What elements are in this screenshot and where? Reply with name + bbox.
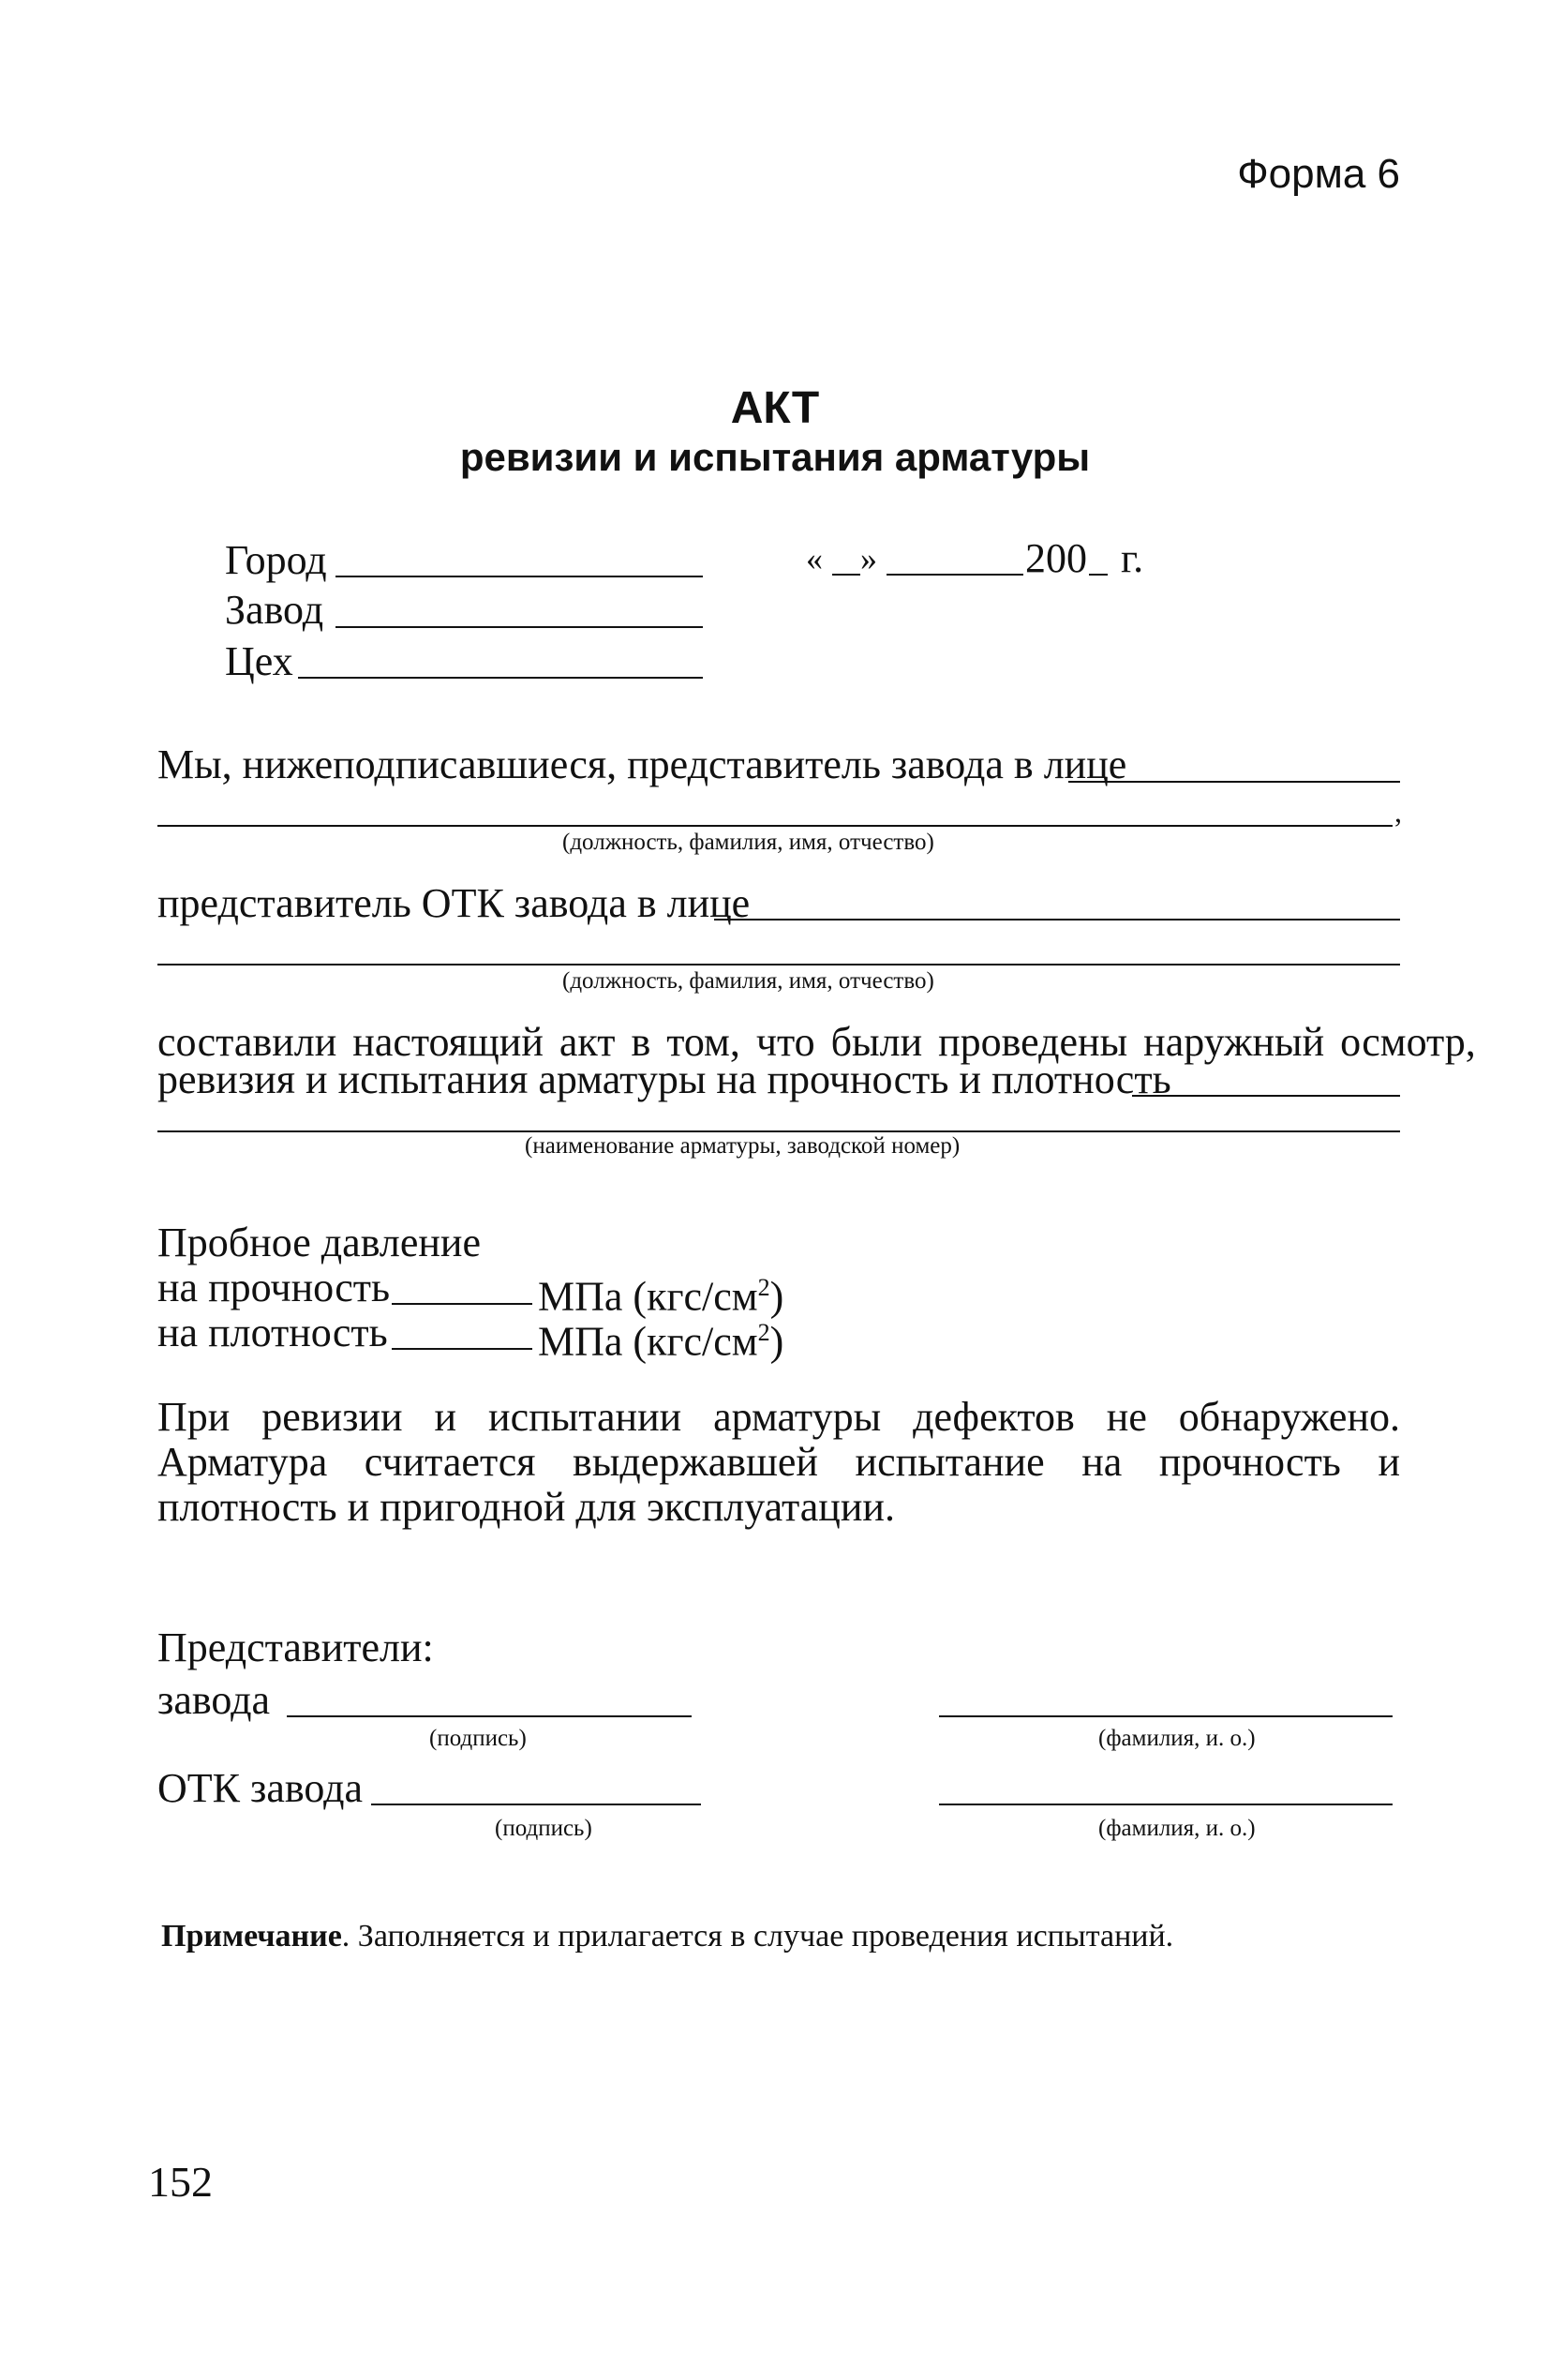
- city-label: Город: [225, 537, 327, 583]
- signature-caption-plant: (подпись): [429, 1726, 527, 1751]
- name-otk-field[interactable]: [939, 1804, 1393, 1805]
- signature-otk-label: ОТК завода: [157, 1765, 364, 1811]
- fitting-field[interactable]: [1132, 1095, 1400, 1097]
- date-open-quote: «: [806, 540, 823, 577]
- plant-representative-field-2[interactable]: [157, 825, 1393, 827]
- paragraph-act-line-1: составили настоящий акт в том, что были проведены наружный осмотр,: [157, 1019, 1476, 1065]
- plant-field[interactable]: [335, 626, 703, 628]
- note-text: . Заполняется и прилагается в случае проведения испытаний.: [341, 1919, 1174, 1953]
- plant-representative-field[interactable]: [1068, 781, 1400, 783]
- pressure-heading: Пробное давление: [157, 1220, 481, 1265]
- pressure-density-field[interactable]: [392, 1348, 532, 1350]
- pressure-strength-field[interactable]: [392, 1303, 532, 1305]
- form-number: Форма 6: [1237, 151, 1400, 197]
- shop-field[interactable]: [298, 677, 703, 679]
- date-day-field[interactable]: [832, 574, 860, 576]
- date-month-field[interactable]: [887, 574, 1023, 576]
- document-subtitle: ревизии и испытания арматуры: [459, 435, 1091, 479]
- paragraph-plant-representative: Мы, нижеподписавшиеся, представитель завода в лице: [157, 741, 1127, 787]
- paragraph-otk-representative: представитель ОТК завода в лице: [157, 880, 751, 926]
- pressure-strength-label: на прочность: [157, 1265, 391, 1310]
- caption-fitting: (наименование арматуры, заводской номер): [525, 1133, 961, 1159]
- signature-plant-field[interactable]: [287, 1715, 692, 1717]
- comma: ,: [1394, 795, 1402, 829]
- page-number: 152: [148, 2158, 213, 2206]
- paragraph-act-line-2: ревизия и испытания арматуры на прочность и плотность: [157, 1056, 1171, 1102]
- date-year-prefix: 200: [1025, 535, 1087, 581]
- note-label: Примечание: [161, 1919, 342, 1953]
- pressure-strength-unit: МПа $(кгс/см^2)$: [538, 1273, 784, 1320]
- pressure-density-unit: МПа $(кгс/см^2)$: [538, 1318, 784, 1365]
- document-title: АКТ: [730, 383, 820, 433]
- caption-position-1: (должность, фамилия, имя, отчество): [562, 830, 934, 855]
- otk-representative-field[interactable]: [714, 919, 1400, 921]
- conclusion-text: При ревизии и испытании арматуры дефектов не обнаружено. Арматура считается выдержавшей испытание на прочность и плотность и пригодной для эксплуатации.: [157, 1394, 1400, 1530]
- shop-label: Цех: [225, 638, 293, 684]
- name-caption-plant: (фамилия, и. о.): [1098, 1726, 1256, 1751]
- otk-representative-field-2[interactable]: [157, 964, 1400, 965]
- signatures-heading: Представители:: [157, 1624, 434, 1670]
- name-caption-otk: (фамилия, и. о.): [1098, 1816, 1256, 1841]
- signature-otk-field[interactable]: [371, 1804, 701, 1805]
- name-plant-field[interactable]: [939, 1715, 1393, 1717]
- date-close-quote: »: [860, 540, 877, 577]
- signature-caption-otk: (подпись): [495, 1816, 592, 1841]
- pressure-density-label: на плотность: [157, 1310, 388, 1355]
- date-year-field[interactable]: [1089, 574, 1108, 576]
- signature-plant-label: завода: [157, 1677, 271, 1723]
- note: [161, 1918, 1173, 1955]
- plant-label: Завод: [225, 587, 324, 633]
- caption-position-2: (должность, фамилия, имя, отчество): [562, 968, 934, 994]
- date-year-suffix: г.: [1121, 535, 1144, 581]
- city-field[interactable]: [335, 576, 703, 577]
